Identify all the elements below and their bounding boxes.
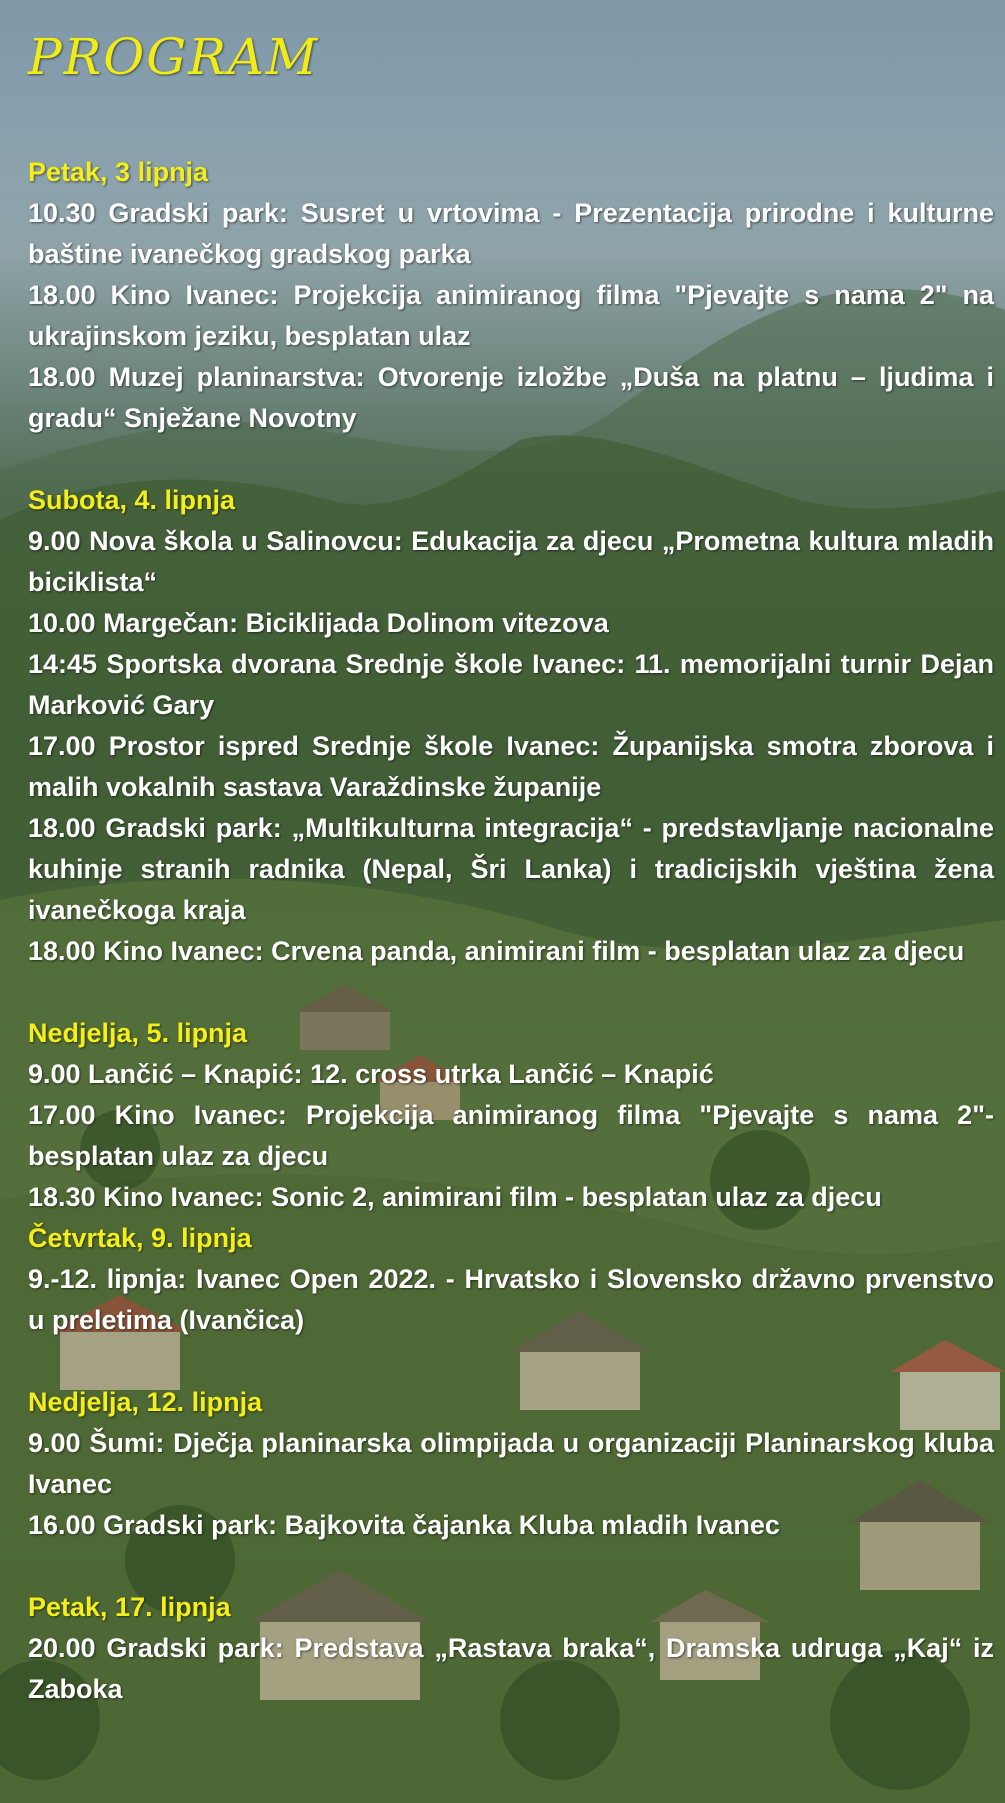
day-section-4: [28, 1218, 994, 1341]
day-heading: Nedjelja, 5. lipnja: [28, 1018, 248, 1048]
event-item: 18.00 Muzej planinarstva: Otvorenje izložbe „Duša na platnu – ljudima i gradu“ Snježane Novotny: [28, 362, 994, 433]
day-heading: Četvrtak, 9. lipnja: [28, 1223, 252, 1253]
day-section-3: [28, 1013, 994, 1218]
event-item: 18.00 Kino Ivanec: Projekcija animiranog filma "Pjevajte s nama 2" na ukrajinskom jeziku, besplatan ulaz: [28, 280, 994, 351]
event-item: 20.00 Gradski park: Predstava „Rastava braka“, Dramska udruga „Kaj“ iz Zaboka: [28, 1633, 994, 1704]
page-title: PROGRAM: [28, 28, 320, 86]
event-item: 9.-12. lipnja: Ivanec Open 2022. - Hrvatsko i Slovensko državno prvenstvo u preletima (Ivančica): [28, 1264, 994, 1335]
day-heading: Subota, 4. lipnja: [28, 485, 236, 515]
day-heading: Petak, 17. lipnja: [28, 1592, 231, 1622]
day-heading: Petak, 3 lipnja: [28, 157, 209, 187]
event-item: 18.30 Kino Ivanec: Sonic 2, animirani film - besplatan ulaz za djecu: [28, 1182, 882, 1212]
program-content: [28, 22, 994, 1710]
event-item: 18.00 Kino Ivanec: Crvena panda, animirani film - besplatan ulaz za djecu: [28, 936, 965, 966]
event-item: 17.00 Prostor ispred Srednje škole Ivanec: Županijska smotra zborova i malih vokalnih sastava Varaždinske županije: [28, 731, 994, 802]
event-item: 14:45 Sportska dvorana Srednje škole Ivanec: 11. memorijalni turnir Dejan Marković Gary: [28, 649, 994, 720]
event-item: 9.00 Lančić – Knapić: 12. cross utrka Lančić – Knapić: [28, 1059, 714, 1089]
event-item: 9.00 Šumi: Dječja planinarska olimpijada u organizaciji Planinarskog kluba Ivanec: [28, 1428, 994, 1499]
event-item: 17.00 Kino Ivanec: Projekcija animiranog filma "Pjevajte s nama 2"- besplatan ulaz za djecu: [28, 1100, 994, 1171]
day-section-6: [28, 1587, 994, 1710]
day-section-1: [28, 152, 994, 439]
day-heading: Nedjelja, 12. lipnja: [28, 1387, 263, 1417]
event-item: 10.30 Gradski park: Susret u vrtovima - Prezentacija prirodne i kulturne baštine ivanečkog gradskog parka: [28, 198, 994, 269]
day-section-5: [28, 1382, 994, 1546]
event-item: 10.00 Margečan: Biciklijada Dolinom vitezova: [28, 608, 609, 638]
day-section-2: [28, 480, 994, 972]
event-item: 16.00 Gradski park: Bajkovita čajanka Kluba mladih Ivanec: [28, 1510, 780, 1540]
event-item: 9.00 Nova škola u Salinovcu: Edukacija za djecu „Prometna kultura mladih biciklista“: [28, 526, 994, 597]
event-item: 18.00 Gradski park: „Multikulturna integracija“ - predstavljanje nacionalne kuhinje stranih radnika (Nepal, Šri Lanka) i tradicijskih vještina žena ivanečkoga kraja: [28, 813, 994, 925]
